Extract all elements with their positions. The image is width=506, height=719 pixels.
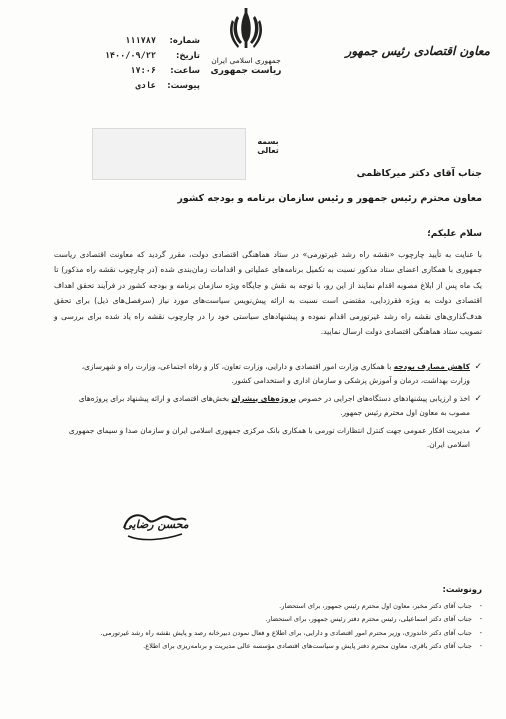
redacted-area xyxy=(92,128,246,180)
meta-number: شماره: ۱۱۱۷۸۷ xyxy=(125,36,200,46)
item-text-before: اخذ و ارزیابی پیشنهادهای دستگاه‌های اجرایی در خصوص xyxy=(296,393,470,403)
meta-time: ساعت: ۱۷:۰۶ xyxy=(130,66,200,76)
action-items xyxy=(60,360,482,455)
cc-line: - جناب آقای دکتر اسماعیلی، رئیس محترم دفتر رئیس جمهور، برای استحضار. xyxy=(265,615,482,624)
letter-meta xyxy=(60,34,200,94)
list-item xyxy=(60,424,482,453)
cc-line: - جناب آقای دکتر مخبر، معاون اول محترم رئیس جمهور، برای استحضار. xyxy=(279,602,482,610)
meta-attachment: پیوست: عادی xyxy=(135,81,200,91)
cc-line: - جناب آقای دکتر خاندوزی، وزیر محترم امور اقتصادی و دارایی، برای اطلاع و فعال نمودن دبیرخانه رصد و پایش نقشه راه رشد غیرتورمی. xyxy=(100,628,482,637)
item-text-after: بخش‌های اقتصادی و ارائه پیشنهاد برای پروژه‌های مصوب به معاون اول محترم رئیس جمهور. xyxy=(78,393,470,418)
check-icon: ✓ xyxy=(474,425,482,436)
item-underlined-phrase: پروژه‌های پیشران xyxy=(231,393,296,403)
recipient-name: جناب آقای دکتر میرکاظمی xyxy=(356,168,482,179)
presidency-line1: جمهوری اسلامی ایران xyxy=(211,56,281,65)
presidency-line2: ریاست جمهوری xyxy=(210,66,282,76)
item-text: با همکاری وزارت امور اقتصادی و دارایی، وزارت تعاون، کار و رفاه اجتماعی، وزارت راه و شهرسازی، وزارت بهداشت، درمان و آموزش پزشکی و سازمان اداری و استخدامی کشور. xyxy=(81,362,470,386)
recipient-title: معاون محترم رئیس جمهور و رئیس سازمان برنامه و بودجه کشور xyxy=(177,193,482,204)
basmala: بسمه تعالی xyxy=(257,137,279,155)
item-bold-phrase: کاهش مصارف بودجه xyxy=(393,362,470,371)
body-paragraph: با عنایت به تأیید چارچوب «نقشه راه رشد غیرتورمی» در ستاد هماهنگی اقتصادی دولت، مقرر گردید که معاونت اقتصادی ریاست جمهوری با همکاری اعضای ستاد مذکور نسبت به تکمیل برنامه‌های عملیاتی و اقدامات زمان‌بندی شده (در چارچوب نقشه راه مذکور) تا یک ماه پس از ابلاغ مصوبه اقدام نمایند از این رو، با توجه به نقش و جایگاه ویژه سازمان برنامه و بودجه کشور در فرآیند تحقق اهداف اقتصادی دولت به ویژه فقرزدایی، مقتضی است نسبت به ارائه پیش‌نویس سیاست‌های مورد نیاز (سرفصل‌های ذیل) برای تحقق هدف‌گذاری‌های نقشه راه رشد غیرتورمی اقدام نموده و پیشنهادهای سیاستی خود را در چارچوب نقشه راه یاد شده برای بررسی و تصویب ستاد هماهنگی اقتصادی دولت ارسال نمایید. xyxy=(54,250,482,337)
cc-list xyxy=(30,600,482,654)
check-icon: ✓ xyxy=(474,393,482,404)
cc-heading: رونوشت: xyxy=(442,585,482,595)
list-item xyxy=(60,360,482,389)
iran-emblem-icon xyxy=(226,6,266,54)
cc-line: - جناب آقای دکتر باقری، معاون محترم دفتر پایش و سیاست‌های اقتصادی مؤسسه عالی مدیریت و برنامه‌ریزی برای اطلاع. xyxy=(143,642,482,651)
item-text: مدیریت افکار عمومی جهت کنترل انتظارات تورمی با همکاری بانک مرکزی جمهوری اسلامی ایران و سازمان صدا و سیمای جمهوری اسلامی ایران. xyxy=(68,425,470,450)
greeting: سلام علیکم؛ xyxy=(427,229,482,239)
list-item xyxy=(60,392,482,421)
office-title: معاون اقتصادی رئیس جمهور xyxy=(345,44,490,58)
check-icon: ✓ xyxy=(474,362,482,372)
presidency-caption xyxy=(206,56,286,76)
signature-name: محسن رضایی xyxy=(123,518,189,531)
meta-date: تاریخ: ۱۴۰۰/۰۹/۲۲ xyxy=(104,51,200,61)
